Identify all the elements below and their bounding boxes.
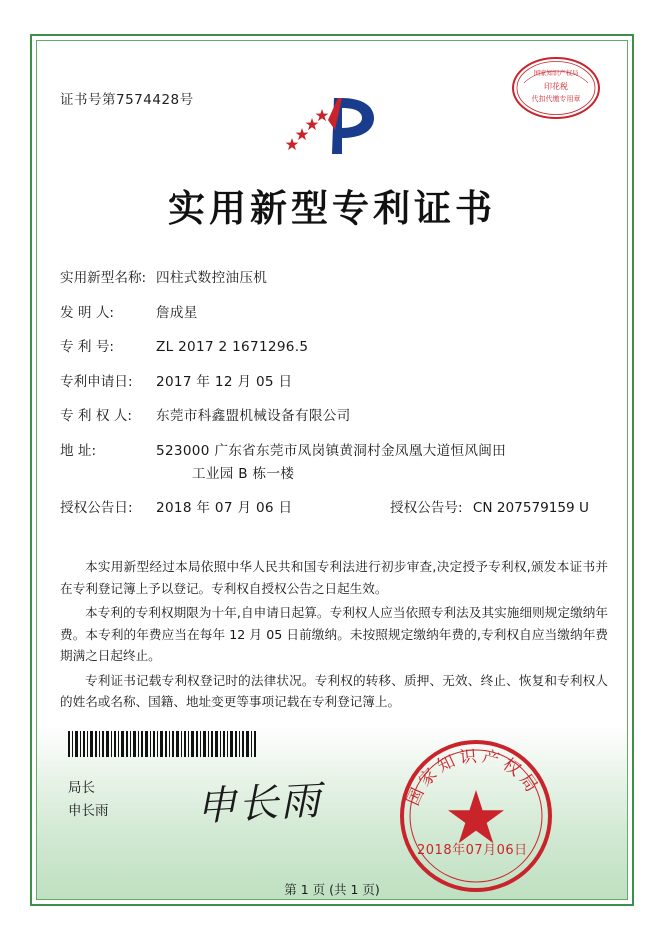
field-row-application-date: [60, 372, 605, 392]
field-value: ZL 2017 2 1671296.5: [156, 339, 309, 355]
publication-date-label: 授权公告日:: [60, 500, 133, 516]
publication-number-value: CN 207579159 U: [472, 500, 589, 516]
official-seal-icon: [398, 738, 554, 894]
field-value: 东莞市科鑫盟机械设备有限公司: [156, 408, 351, 424]
field-row-inventor: [60, 303, 605, 323]
svg-text:印花税: 印花税: [544, 82, 568, 91]
seal-date: 2018年07月06日: [417, 843, 528, 858]
tax-stamp-icon: [510, 55, 602, 121]
sipo-logo-icon: [278, 90, 386, 162]
legal-paragraph-2: 本专利的专利权期限为十年,自申请日起算。专利权人应当依照专利法及其实施细则规定缴纳年费。本专利的年费应当在每年 12 月 05 日前缴纳。未按照规定缴纳年费的,专利权自应当缴纳年费期满之日起终止。: [60, 605, 608, 663]
field-row-patent-number: [60, 337, 605, 357]
publication-number-label: 授权公告号:: [390, 500, 463, 516]
director-title-label: 局长: [68, 780, 95, 796]
address-line-1: 523000 广东省东莞市凤岗镇黄洞村金凤凰大道恒风闽田: [156, 442, 507, 459]
svg-text:国家知识产权局: 国家知识产权局: [403, 746, 544, 809]
handwritten-signature: 申长雨: [195, 777, 324, 831]
publication-date-value: 2018 年 07 月 06 日: [156, 500, 293, 516]
field-value: 四柱式数控油压机: [156, 270, 268, 286]
page-footer: 第 1 页 (共 1 页): [284, 882, 380, 897]
field-label: 实用新型名称:: [60, 270, 147, 286]
field-row-patentee: [60, 406, 605, 426]
legal-paragraph-3: 专利证书记载专利权登记时的法律状况。专利权的转移、质押、无效、终止、恢复和专利权人的姓名或名称、国籍、地址变更等事项记载在专利登记簿上。: [60, 672, 608, 709]
field-row-address: [60, 441, 605, 484]
barcode: [68, 731, 258, 757]
field-value: 2017 年 12 月 05 日: [156, 373, 293, 390]
page-title: 实用新型专利证书: [168, 187, 496, 230]
field-row-publication: [60, 498, 605, 518]
publication-number-group: [390, 498, 589, 518]
legal-paragraph-1: 本实用新型经过本局依照中华人民共和国专利法进行初步审查,决定授予专利权,颁发本证书并在专利登记簿上予以登记。专利权自授权公告之日起生效。: [60, 559, 608, 596]
field-label: 地 址:: [60, 442, 97, 459]
field-row-utility-model-name: [60, 268, 605, 288]
svg-text:国家知识产权局: 国家知识产权局: [533, 69, 579, 77]
legal-body-text: [60, 556, 608, 716]
signature-block: [68, 777, 109, 823]
field-list: [60, 268, 605, 533]
director-name-label: 申长雨: [68, 803, 109, 819]
field-label: 专利申请日:: [60, 373, 133, 390]
field-label: 专 利 权 人:: [60, 408, 132, 424]
address-line-2: 工业园 B 栋一楼: [192, 465, 295, 482]
field-value: 詹成星: [156, 304, 198, 321]
svg-text:代扣代缴专用章: 代扣代缴专用章: [531, 95, 581, 103]
field-value-address: [156, 441, 605, 484]
field-label: 发 明 人:: [60, 304, 115, 321]
field-label: 专 利 号:: [60, 339, 115, 355]
certificate-number: 证书号第7574428号: [60, 92, 194, 108]
